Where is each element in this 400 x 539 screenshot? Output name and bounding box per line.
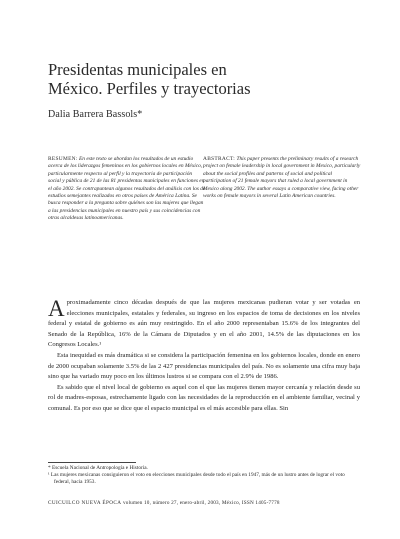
footnotes xyxy=(48,465,360,486)
journal-name: CUICUILCO NUEVA ÉPOCA xyxy=(48,500,122,506)
body-paragraph-1 xyxy=(48,298,360,351)
body-paragraph-3: Es sabido que el nivel local de gobierno es aquel con el que las mujeres tienen mayor cercanía y relación desde su rol de madres-esposas, estrechamente ligado con las necesidades de la reproducción en el ambiente familiar, vecinal y comunal. Es por eso que se dice que el espacio municipal es el más accesible para ellas. Sin xyxy=(48,383,360,412)
body-paragraph-2: Esta inequidad es más dramática si se considera la participación femenina en los gobiernos locales, donde en enero de 2000 ocupaban solamente 3.5% de las 2 427 presidencias municipales del país. No es solamente una cifra muy baja sino que ha variado muy poco en los últimos lustros si se compara con el 2.9% de 1986. xyxy=(48,351,360,381)
body-text xyxy=(48,298,360,415)
footnote-divider xyxy=(48,462,136,463)
abstract-spanish xyxy=(48,156,206,223)
title-line-2: México. Perfiles y trayectorias xyxy=(48,79,251,98)
drop-cap: A xyxy=(48,296,65,321)
abstract-spanish-text: En este texto se abordan los resultados de un estudio acerca de los liderazgos femeninos en los gobiernos locales en México, particularmente respecto al perfil y la trayectoria de participación social y pública de 21 de las 81 presidentas municipales en funciones en el año 2002. Se contrapuntean algunos resultados del análisis con los de estudios semejantes realizados en otros países de América Latina. Se busca responder a la pregunta sobre quiénes son las mujeres que llegan a las presidencias municipales en nuestro país y sus coincidencias con otras alcaldesas latinoamericanas. xyxy=(48,156,206,222)
author-name: Dalia Barrera Bassols* xyxy=(48,109,143,120)
journal-details: volumen 10, número 27, enero-abril, 2003, México, ISSN 1405-7778 xyxy=(122,500,280,506)
abstract-english-label: ABSTRACT: xyxy=(203,156,236,162)
abstract-english xyxy=(203,156,361,200)
footnote-affiliation: * Escuela Nacional de Antropología e Historia. xyxy=(48,465,148,471)
footnote-1: ¹ Las mujeres mexicanas consiguieron el voto en elecciones municipales desde todo el país en 1947, más de un lustro antes de lograr el voto federal, hacia 1953. xyxy=(48,472,345,485)
title-line-1: Presidentas municipales en xyxy=(48,60,227,79)
article-title xyxy=(48,60,348,98)
journal-footer xyxy=(48,500,360,506)
abstract-spanish-label: RESUMEN: xyxy=(48,156,78,162)
body-paragraph-1-text: proximadamente cinco décadas después de que las mujeres mexicanas pudieran votar y ser votadas en elecciones municipales, estatales y federales, su ingreso en los espacios de toma de decisiones en los niveles federal y estatal de gobierno es aún muy restringido. En el año 2000 representaban 15.6% de los integrantes del Senado de la República, 16% de la Cámara de Diputados y en el año 2001, 14.5% de las diputaciones en los Congresos Locales.¹ xyxy=(48,299,360,349)
abstract-english-text: This paper presents the preliminary results of a research project on female leadership in local government in Mexico, particularly about the social profiles and patterns of social and political participation of 21 female mayors that ruled a local government in Mexico along 2002. The author essays a comparative view, facing other works on female mayors in several Latin American countries. xyxy=(203,156,361,200)
